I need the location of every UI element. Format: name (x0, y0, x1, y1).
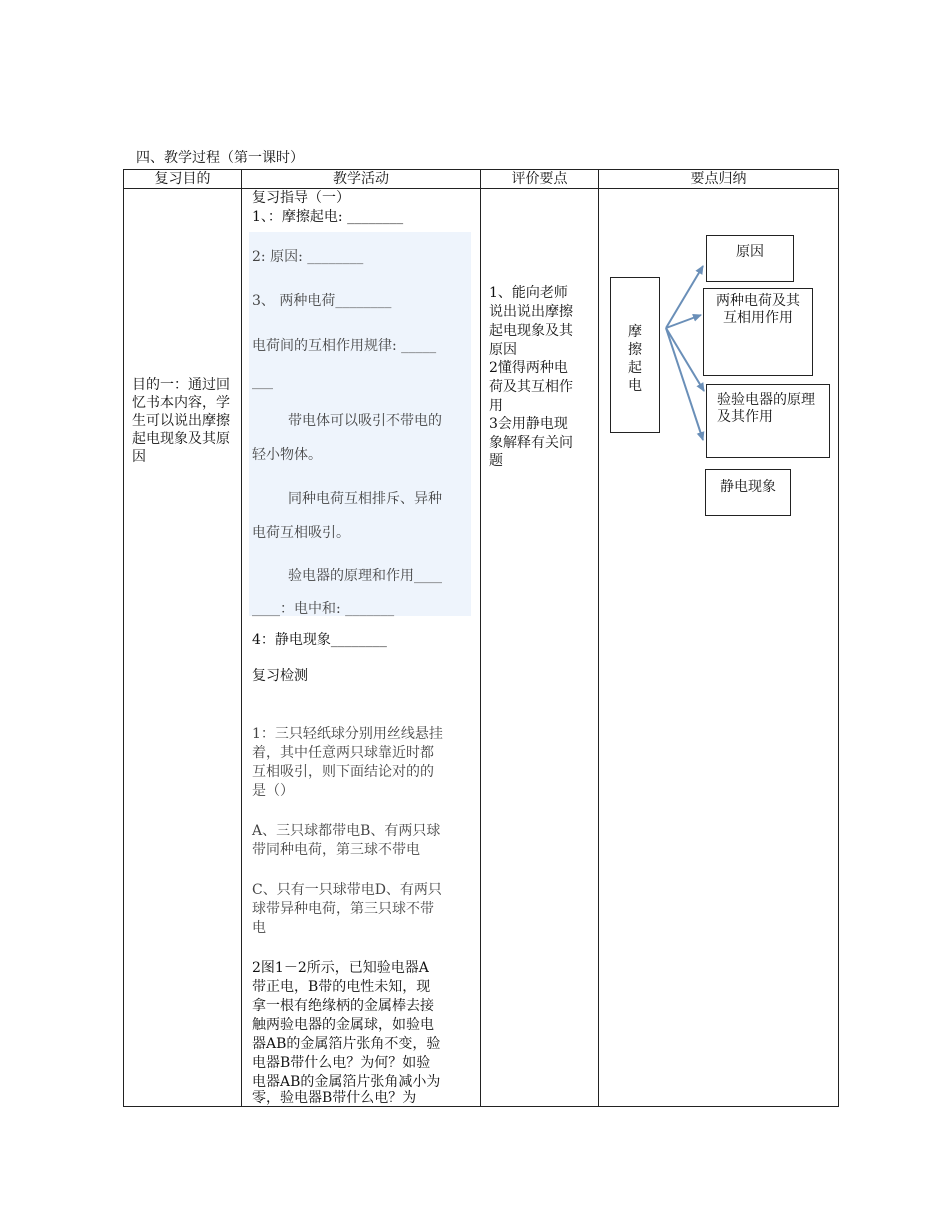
column-divider-2 (480, 169, 481, 1107)
guide-item-3: 3、 两种电荷________ (252, 293, 392, 309)
evaluation-line: 象解释有关问 (489, 435, 573, 451)
question-1-line: 互相吸引，则下面结论对的的 (252, 764, 434, 780)
guide-rule-line-2: ___ (252, 374, 273, 390)
header-key-summary: 要点归纳 (690, 171, 747, 187)
arrow-to-two-charges (666, 315, 701, 328)
evaluation-line: 用 (489, 398, 503, 414)
check-title: 复习检测 (252, 668, 308, 684)
question-2-line: 器AB的金属箔片张角不变，验 (252, 1036, 441, 1052)
arrow-to-cause (666, 266, 703, 328)
root-label: 摩擦起电 (628, 324, 642, 394)
root-box (610, 277, 660, 433)
column-divider-3 (598, 169, 599, 1107)
table-border-right (838, 169, 839, 1107)
evaluation-line: 原因 (489, 342, 517, 358)
branch-box-electroscope (706, 384, 830, 458)
guide-charge-line-2: 电荷互相吸引。 (252, 525, 350, 541)
guide-electroscope-line-1: 验电器的原理和作用____ (288, 568, 442, 584)
header-evaluation-points: 评价要点 (511, 171, 568, 187)
question-1-line: 是（） (252, 783, 294, 799)
evaluation-line: 题 (489, 453, 503, 469)
guide-item-1: 1、：摩擦起电: ________ (252, 209, 404, 225)
branch-label-two-charges: 两种电荷及其互相用作用 (716, 293, 800, 326)
guide-attract-line-2: 轻小物体。 (252, 447, 322, 463)
guide-item-4: 4：静电现象________ (252, 632, 387, 648)
arrow-to-electroscope (666, 328, 704, 391)
branch-box-cause (706, 235, 794, 282)
table-border-left (123, 169, 124, 1107)
question-1-option-c-line: C、只有一只球带电D、有两只 (252, 882, 442, 898)
guide-electroscope-line-2: ____：电中和: _______ (252, 601, 395, 617)
guide-title: 复习指导（一） (252, 190, 350, 206)
evaluation-line: 荷及其互相作 (489, 379, 573, 395)
evaluation-line: 2懂得两种电 (489, 360, 568, 376)
section-title: 四、教学过程（第一课时） (136, 150, 304, 166)
question-1-line: 着，其中任意两只球靠近时都 (252, 745, 434, 761)
column-divider-1 (241, 169, 242, 1107)
guide-attract-line-1: 带电体可以吸引不带电的 (288, 413, 442, 429)
question-1-option-c-line: 球带异种电荷，第三只球不带 (252, 901, 434, 917)
question-2-line: 2图1－2所示，已知验电器A (252, 960, 429, 976)
question-1-option-a-line: 带同种电荷，第三球不带电 (252, 842, 420, 858)
question-1-option-a-line: A、三只球都带电B、有两只球 (252, 823, 441, 839)
header-review-goal: 复习目的 (154, 171, 211, 187)
branch-box-two-charges (703, 288, 813, 376)
evaluation-line: 说出说出摩擦 (489, 304, 573, 320)
goal-text: 目的一：通过回忆书本内容，学生可以说出摩擦起电现象及其原因 (132, 377, 230, 465)
question-1-option-c-line: 电 (252, 920, 266, 936)
branch-label-static: 静电现象 (720, 479, 776, 495)
branch-box-static (705, 469, 791, 516)
question-2-line: 零，验电器B带什么电？为 (252, 1090, 417, 1106)
branch-label-electroscope: 验验电器的原理及其作用 (717, 392, 815, 425)
arrow-to-static (666, 328, 703, 440)
question-1-line: 1：三只轻纸球分别用丝线悬挂 (252, 726, 443, 742)
evaluation-line: 1、能向老师 (489, 285, 568, 301)
guide-charge-line-1: 同种电荷互相排斥、异种 (288, 491, 442, 507)
header-teaching-activity: 教学活动 (333, 171, 389, 187)
question-2-line: 电器B带什么电？为何？如验 (252, 1055, 431, 1071)
guide-rule-line-1: 电荷间的互相作用规律: _____ (252, 338, 437, 354)
evaluation-line: 起电现象及其 (489, 323, 573, 339)
question-2-line: 触两验电器的金属球，如验电 (252, 1017, 434, 1033)
question-2-line: 拿一根有绝缘柄的金属棒去接 (252, 998, 434, 1014)
question-2-line: 带正电，B带的电性未知，现 (252, 979, 431, 995)
question-2-line: 电器AB的金属箔片张角减小为 (252, 1074, 441, 1090)
guide-item-2: 2: 原因: ________ (252, 249, 364, 265)
evaluation-line: 3会用静电现 (489, 416, 568, 432)
branch-label-cause: 原因 (736, 244, 764, 260)
